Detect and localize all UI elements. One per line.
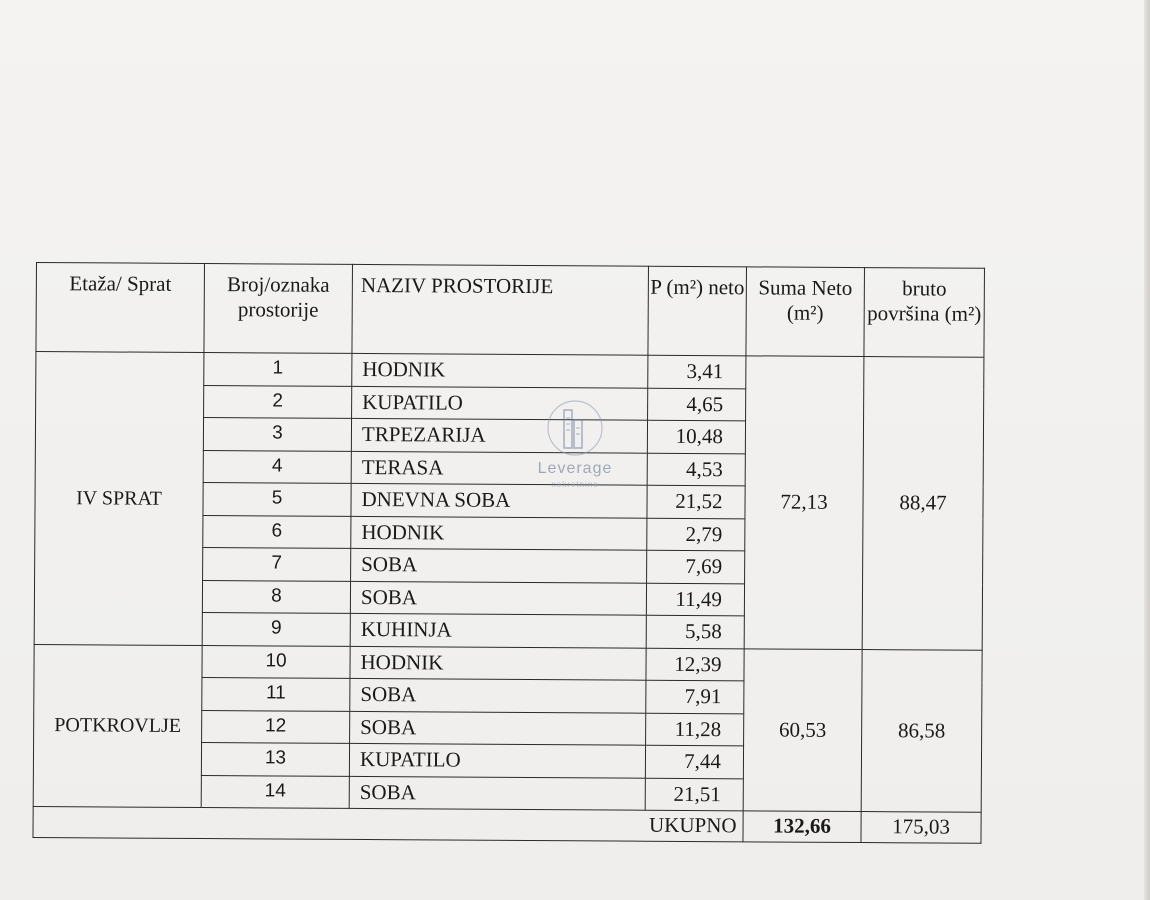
floor-label: POTKROVLJE <box>33 644 202 808</box>
room-number: 12 <box>202 710 350 743</box>
total-sum-net: 132,66 <box>743 811 861 843</box>
room-name: KUPATILO <box>352 386 648 420</box>
header-sum-net: Suma Neto (m²) <box>746 267 865 357</box>
room-name: KUPATILO <box>349 743 645 777</box>
room-area: 2,79 <box>647 518 745 551</box>
room-name: SOBA <box>350 711 646 745</box>
room-number: 14 <box>201 775 349 808</box>
room-name: SOBA <box>349 776 645 810</box>
room-area: 7,44 <box>645 745 743 778</box>
room-number: 4 <box>203 450 351 483</box>
room-name: HODNIK <box>350 646 646 680</box>
table-row <box>36 352 984 390</box>
room-area: 5,58 <box>646 615 744 648</box>
floor-label: IV SPRAT <box>34 352 204 646</box>
header-room-name: NAZIV PROSTORIJE <box>352 264 649 355</box>
room-number: 9 <box>202 613 350 646</box>
header-room-number: Broj/oznaka prostorije <box>204 264 353 354</box>
page-edge-shadow <box>1144 0 1150 900</box>
floor-sum-net: 60,53 <box>743 648 862 811</box>
room-area-table <box>32 262 985 844</box>
room-number: 13 <box>201 743 349 776</box>
room-area: 10,48 <box>647 420 745 453</box>
room-area: 7,91 <box>646 680 744 713</box>
room-area: 21,52 <box>647 485 745 518</box>
room-area: 3,41 <box>648 355 746 388</box>
total-label: UKUPNO <box>33 806 743 841</box>
room-name: SOBA <box>350 678 646 712</box>
room-name: TERASA <box>351 451 647 485</box>
room-area: 21,51 <box>645 778 743 811</box>
room-area: 7,69 <box>647 550 745 583</box>
floor-gross-area: 86,58 <box>861 649 982 812</box>
room-name: TRPEZARIJA <box>351 418 647 452</box>
table-body <box>33 352 984 844</box>
floor-gross-area: 88,47 <box>862 357 984 650</box>
header-gross-area: bruto površina (m²) <box>864 268 985 358</box>
room-area-table-wrapper <box>32 262 984 844</box>
room-name: SOBA <box>351 548 647 582</box>
room-number: 8 <box>202 580 350 613</box>
room-name: KUHINJA <box>350 613 646 647</box>
room-name: SOBA <box>350 581 646 615</box>
room-area: 11,28 <box>646 713 744 746</box>
room-area: 4,53 <box>647 453 745 486</box>
room-number: 11 <box>202 678 350 711</box>
table-header-row <box>36 263 985 358</box>
room-number: 5 <box>203 483 351 516</box>
watermark-subtext: nekretnine <box>551 480 599 489</box>
room-number: 3 <box>203 418 351 451</box>
total-gross-area: 175,03 <box>861 812 981 844</box>
room-number: 10 <box>202 645 350 678</box>
total-row <box>33 806 981 843</box>
room-area: 11,49 <box>646 583 744 616</box>
header-net-area: P (m²) neto <box>648 266 747 356</box>
room-number: 2 <box>204 385 352 418</box>
room-name: HODNIK <box>351 516 647 550</box>
room-name: DNEVNA SOBA <box>351 483 647 517</box>
room-area: 12,39 <box>646 648 744 681</box>
room-number: 6 <box>203 515 351 548</box>
floor-sum-net: 72,13 <box>744 356 864 649</box>
header-floor: Etaža/ Sprat <box>36 263 205 353</box>
table-row <box>34 644 982 682</box>
room-number: 7 <box>203 548 351 581</box>
watermark-text: Leverage <box>537 460 613 477</box>
room-name: HODNIK <box>352 353 648 387</box>
room-number: 1 <box>204 353 352 386</box>
room-area: 4,65 <box>648 388 746 421</box>
